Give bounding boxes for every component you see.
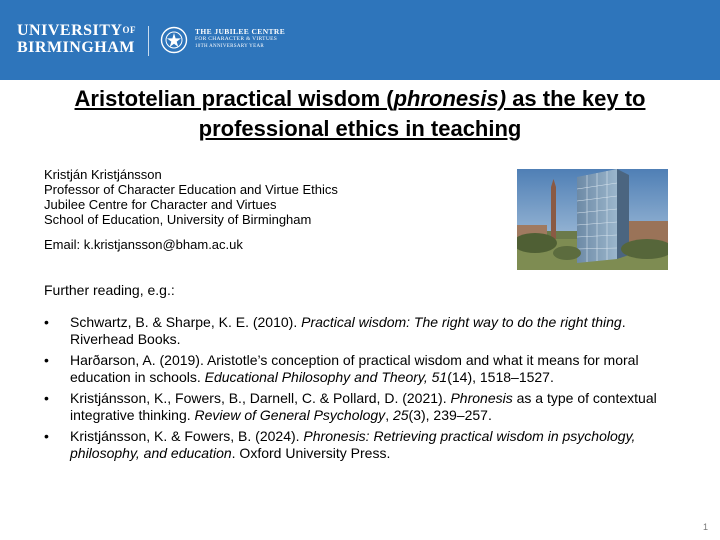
university-word: UNIVERSITY <box>17 22 123 39</box>
jubilee-line2: FOR CHARACTER & VIRTUES <box>195 36 278 42</box>
ref2-journal: Educational Philosophy and Theory, 51 <box>204 369 448 385</box>
list-item <box>40 428 680 462</box>
building-photo <box>517 169 668 270</box>
list-item <box>40 390 680 424</box>
university-logo <box>17 22 136 56</box>
title-part1: Aristotelian practical wisdom ( <box>74 86 394 111</box>
further-reading-label: Further reading, e.g.: <box>44 282 175 298</box>
ref3-authors: Kristjánsson, K., Fowers, B., Darnell, C. & Pollard, D. (2021). <box>70 390 451 406</box>
ref4-title: Phronesis: Retrieving practical wisdom in psychology, philosophy, and education <box>70 428 636 461</box>
ref4-publisher: . Oxford University Press. <box>231 445 391 461</box>
jubilee-centre-text <box>195 27 285 50</box>
author-centre: Jubilee Centre for Character and Virtues <box>44 197 277 212</box>
ref3-sep: , <box>385 407 393 423</box>
author-role: Professor of Character Education and Virtue Ethics <box>44 182 338 197</box>
reference-list <box>40 314 680 466</box>
jubilee-line3: 10TH ANNIVERSARY YEAR <box>195 44 264 49</box>
birmingham-word: BIRMINGHAM <box>17 39 135 56</box>
logo-divider <box>148 26 149 56</box>
list-item <box>40 352 680 386</box>
slide-title <box>20 84 700 144</box>
author-block <box>44 167 338 227</box>
ref2-pages: (14), 1518–1527. <box>447 369 554 385</box>
author-name: Kristján Kristjánsson <box>44 167 162 182</box>
title-italic: phronesis) <box>393 86 507 111</box>
author-school: School of Education, University of Birmingham <box>44 212 312 227</box>
jubilee-line1: THE JUBILEE CENTRE <box>195 27 286 36</box>
title-part2: as the key to professional ethics in teaching <box>198 86 646 141</box>
ref4-authors: Kristjánsson, K. & Fowers, B. (2024). <box>70 428 304 444</box>
ref1-authors: Schwartz, B. & Sharpe, K. E. (2010). <box>70 314 302 330</box>
page-number: 1 <box>702 522 708 532</box>
ref3-journal: Review of General Psychology <box>194 407 386 423</box>
jubilee-emblem-icon <box>160 26 188 54</box>
ref1-publisher: . Riverhead Books. <box>70 314 626 347</box>
header-band <box>0 0 720 80</box>
ref3-italic-term: Phronesis <box>450 390 513 406</box>
ref3-title: as a type of contextual integrative thinking. <box>70 390 657 423</box>
list-item <box>40 314 680 348</box>
ref3-volume: 25 <box>392 407 409 423</box>
ref3-pages: (3), 239–257. <box>408 407 492 423</box>
ref2-text: Harðarson, A. (2019). Aristotle’s conception of practical wisdom and what it means for moral education in schools. <box>70 352 639 385</box>
ref1-title: Practical wisdom: The right way to do the right thing <box>301 314 622 330</box>
university-of: OF <box>122 25 136 35</box>
author-email: Email: k.kristjansson@bham.ac.uk <box>44 237 243 252</box>
